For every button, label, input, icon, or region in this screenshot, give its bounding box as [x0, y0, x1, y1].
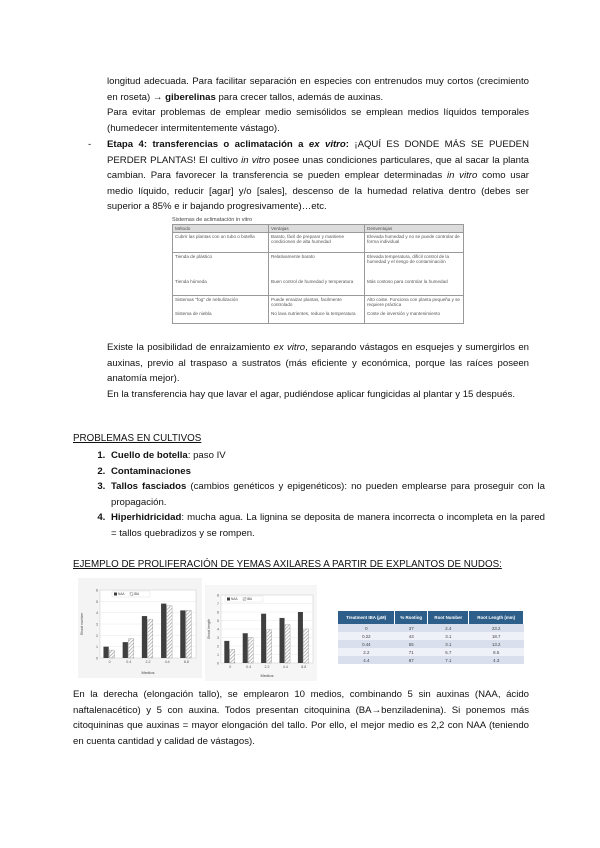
table-row: Cubrir las plantas con un tubo o botella Barato, fácil de preparar y mantiene condiciones de alta humedad Elevada humedad y no se puede controlar de forma individual [173, 233, 464, 253]
x-tick-label: 4.4 [282, 665, 288, 669]
bar-naa [103, 647, 108, 658]
x-tick-label: 0.4 [126, 660, 132, 664]
bar-iba [167, 606, 172, 658]
table-cell: 43 [395, 632, 428, 640]
y-tick-label: 5 [217, 619, 219, 623]
bar-iba [186, 610, 191, 658]
x-tick-label: 0 [108, 660, 111, 664]
intro-paragraph-1: longitud adecuada. Para facilitar separación en especies con entrenudos muy cortos (crecimiento en roseta) → giberelinas para crecer tallos, además de auxinas. [107, 76, 529, 103]
chart-svg [78, 578, 202, 678]
table-row [338, 656, 524, 664]
table-cell: 4.4 [338, 656, 395, 664]
bar-naa [180, 610, 185, 658]
y-tick-label: 1 [217, 653, 219, 657]
table-cell: 3.1 [428, 640, 469, 648]
table-cell: 2.4 [428, 624, 469, 632]
x-tick-label: 0.4 [246, 665, 252, 669]
table-cell: 23.2 [469, 624, 524, 632]
bar-naa [142, 616, 147, 658]
bar-iba [128, 639, 133, 658]
table-row [338, 624, 524, 632]
example-title: EJEMPLO DE PROLIFERACIÓN DE YEMAS AXILARES A PARTIR DE EXPLANTOS DE NUDOS: [73, 559, 502, 570]
table-cell: 18.7 [469, 632, 524, 640]
y-tick-label: 8 [217, 593, 219, 598]
y-tick-label: 3 [217, 636, 219, 640]
x-tick-label: 8.8 [183, 660, 189, 664]
y-tick-label: 3 [96, 622, 98, 627]
y-tick-label: 7 [217, 602, 219, 606]
bar-iba [303, 629, 308, 663]
table-cell: 87 [395, 656, 428, 664]
x-tick-label: 0 [229, 665, 232, 669]
table-header: Método [173, 225, 269, 233]
list-item: 1. Cuello de botella: paso IV [108, 448, 545, 464]
y-tick-label: 2 [96, 633, 98, 638]
table-cell: 71 [395, 648, 428, 656]
table-header: Ventajas [269, 225, 365, 233]
bar-naa [261, 614, 266, 663]
x-axis-label: Medios [141, 670, 155, 675]
y-tick-label: 0 [217, 661, 219, 666]
table-row: Sistemas "fog" de nebulización Puede enraizar plantas, facilmente controlado Alto coste. Funciona con planta pequeña y se requiere práctica [173, 296, 464, 310]
table-row [338, 632, 524, 640]
table-cell: 13.2 [469, 640, 524, 648]
bar-naa [123, 642, 128, 658]
acclimatization-table [172, 216, 464, 324]
table-row [338, 640, 524, 648]
final-paragraph: En la derecha (elongación tallo), se emplearon 10 medios, combinando 5 sin auxinas (NAA, ácido naftalenacético) y 5 con auxina. Todos presentan citoquinina (BA→benziladenina). Si ponemos más citoquininas que auxinas = mayor elongación del tallo. Por ello, el mejor medio es 2,2 con NAA (teniendo en cuenta cantidad y calidad de vástagos). [73, 689, 529, 747]
y-axis-label: Shoot number [80, 612, 84, 636]
table-row: Sistema de niebla No lava nutrientes, reduce la temperatura Coste de inversión y mantenimiento [173, 310, 464, 324]
table-row [338, 648, 524, 656]
bar-iba [230, 649, 235, 663]
shoot-number-chart [78, 578, 202, 678]
legend-label: NAA [231, 597, 238, 602]
list-item: 2. Contaminaciones [108, 464, 545, 480]
list-item: 3. Tallos fasciados (cambios genéticos y epigenéticos): no pueden emplearse para proseguir con la propagación. [108, 479, 545, 510]
y-tick-label: 0 [96, 656, 98, 661]
table-cell: 8.5 [469, 648, 524, 656]
legend-swatch-naa [114, 593, 117, 596]
table-row: Tienda de plástico Relativamente barato Elevada temperatura, difícil control de la humedad y el riesgo de contaminación [173, 253, 464, 278]
table-cell: 0 [338, 624, 395, 632]
legend-swatch-iba [130, 593, 133, 596]
etapa4-item: - Etapa 4: transferencias o aclimatación a ex vitro: ¡AQUÍ ES DONDE MÁS SE PUEDEN PERDER PLANTAS! El cultivo in vitro posee unas condiciones particulares, que al sacar la planta cambian. Para favorecer la transferencia se pueden emplear determinadas in vitro como usar medio líquido, reducir [agar] y/o [sales], descenso de la humedad relativa dentro (debes ser superior a 85% e ir bajando progresivamente)…etc. [88, 139, 529, 213]
table-cell: 37 [395, 624, 428, 632]
y-tick-label: 6 [217, 610, 219, 615]
y-axis-label: Shoot length [207, 618, 211, 640]
bar-naa [161, 604, 166, 658]
table-header: Treatment IBA (µM) [338, 611, 395, 624]
bar-naa [243, 633, 248, 663]
table-cell: 0.44 [338, 640, 395, 648]
bar-iba [248, 638, 253, 664]
shoot-length-chart [205, 585, 317, 681]
rooting-data-table [338, 611, 524, 664]
chart-svg [205, 585, 317, 681]
table-row: Tienda húmeda Buen control de humedad y temperatura Más costoso para controlar la humedad [173, 278, 464, 296]
y-tick-label: 4 [217, 627, 219, 632]
transfer-paragraph: En la transferencia hay que lavar el agar, pudiéndose aplicar fungicidas al plantar y 15 después. [107, 389, 515, 400]
bar-naa [298, 612, 303, 663]
table-cell: 2.2 [338, 648, 395, 656]
y-tick-label: 1 [96, 645, 98, 650]
table-header: Root Length (mm) [469, 611, 524, 624]
problems-title: PROBLEMAS EN CULTIVOS [73, 433, 202, 444]
table-cell: 0.22 [338, 632, 395, 640]
table-header: % Rooting [395, 611, 428, 624]
table-header: Root Number [428, 611, 469, 624]
table-cell: 7.1 [428, 656, 469, 664]
bar-naa [224, 641, 229, 663]
x-tick-label: 2.2 [145, 660, 151, 664]
legend-swatch-naa [227, 598, 230, 601]
x-tick-label: 8.8 [301, 665, 307, 669]
y-tick-label: 5 [96, 599, 98, 604]
bar-iba [109, 650, 114, 658]
bar-iba [148, 619, 153, 658]
bar-iba [285, 625, 290, 663]
bar-iba [267, 630, 272, 663]
legend-swatch-iba [243, 598, 246, 601]
bar-naa [280, 618, 285, 663]
legend-label: NAA [118, 592, 125, 597]
x-tick-label: 4.4 [164, 660, 170, 664]
y-tick-label: 2 [217, 644, 219, 649]
problems-list [92, 448, 545, 542]
table-cell: 5.7 [428, 648, 469, 656]
list-item: 4. Hiperhidricidad: mucha agua. La lignina se deposita de manera incorrecta o incompleta en la pared = tallos quebradizos y se rompen. [108, 510, 545, 541]
legend-label: IBA [134, 592, 140, 597]
intro-paragraph-2: Para evitar problemas de emplear medio semisólidos se emplean medios líquidos temporales (humedecer intermitentemente vástago). [107, 107, 529, 134]
table-header: Desventajas [365, 225, 464, 233]
table-caption: Sistemas de aclimatación in vitro [172, 217, 253, 223]
x-tick-label: 2.2 [264, 665, 270, 669]
table-cell: 55 [395, 640, 428, 648]
legend-label: IBA [247, 597, 253, 602]
table-cell: 3.1 [428, 632, 469, 640]
table-cell: 4.3 [469, 656, 524, 664]
y-tick-label: 4 [96, 611, 98, 616]
y-tick-label: 6 [96, 588, 98, 593]
rooting-paragraph: Existe la posibilidad de enraizamiento ex vitro, separando vástagos en esquejes y sumergirlos en auxinas, previo al traspaso a sustratos (más eficiente y económica, porque las raíces poseen anatomía mejor). [107, 342, 529, 385]
x-axis-label: Medios [260, 673, 274, 678]
